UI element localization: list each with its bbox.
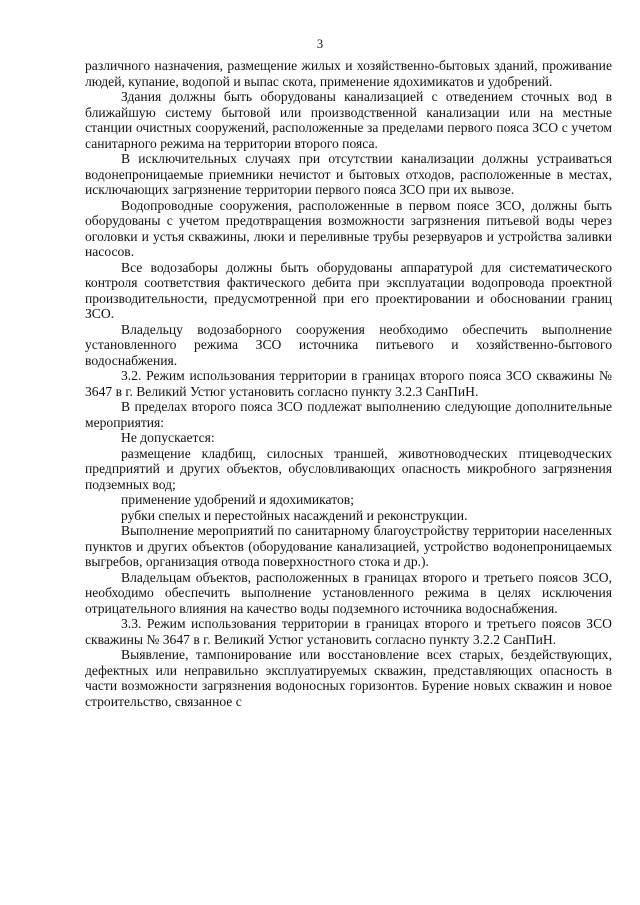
- paragraph: Выполнение мероприятий по санитарному благоустройству территории населенных пунктов и других объектов (оборудование канализацией, устройство водонепроницаемых выгребов, организация отвода поверхностного стока и др.).: [85, 523, 612, 569]
- paragraph: Владельцам объектов, расположенных в границах второго и третьего поясов ЗСО, необходимо обеспечить выполнение установленного режима в целях исключения отрицательного влияния на качество воды подземного источника водоснабжения.: [85, 569, 612, 616]
- paragraph: размещение кладбищ, силосных траншей, животноводческих птицеводческих предприятий и других объектов, обусловливающих опасность микробного загрязнения подземных вод;: [85, 445, 612, 492]
- paragraph: 3.2. Режим использования территории в границах второго пояса ЗСО скважины № 3647 в г. Великий Устюг установить согласно пункту 3.2.3 СанПиН.: [85, 368, 612, 399]
- paragraph: Не допускается:: [121, 430, 215, 445]
- paragraph: В пределах второго пояса ЗСО подлежат выполнению следующие дополнительные мероприятия:: [85, 399, 612, 430]
- paragraph: Здания должны быть оборудованы канализацией с отведением сточных вод в ближайшую систему бытовой или производственной канализации или на местные станции очистных сооружений, расположенные за пределами первого пояса ЗСО с учетом санитарного режима на территории второго пояса.: [85, 89, 612, 151]
- paragraph: различного назначения, размещение жилых и хозяйственно-бытовых зданий, проживание людей, купание, водопой и выпас скота, применение ядохимикатов и удобрений.: [85, 58, 612, 89]
- paragraph: Водопроводные сооружения, расположенные в первом поясе ЗСО, должны быть оборудованы с учетом предотвращения возможности загрязнения питьевой воды через оголовки и устья скважины, люки и переливные трубы резервуаров и устройства заливки насосов.: [85, 197, 612, 259]
- page-number: 3: [316, 37, 324, 51]
- document-body: [85, 58, 612, 709]
- paragraph: В исключительных случаях при отсутствии канализации должны устраиваться водонепроницаемые приемники нечистот и бытовых отходов, расположенные в местах, исключающих загрязнение территории первого пояса ЗСО при их вывозе.: [85, 151, 612, 197]
- paragraph: Владельцу водозаборного сооружения необходимо обеспечить выполнение установленного режима ЗСО источника питьевого и хозяйственно-бытового водоснабжения.: [85, 321, 612, 368]
- paragraph: 3.3. Режим использования территории в границах второго и третьего поясов ЗСО скважины № 3647 в г. Великий Устюг установить согласно пункту 3.2.2 СанПиН.: [85, 616, 612, 647]
- paragraph: Все водозаборы должны быть оборудованы аппаратурой для систематического контроля соответствия фактического дебита при эксплуатации водопровода проектной производительности, предусмотренной при его проектировании и обосновании границ ЗСО.: [85, 259, 612, 321]
- paragraph: применение удобрений и ядохимикатов;: [121, 492, 354, 507]
- paragraph: рубки спелых и перестойных насаждений и реконструкции.: [121, 507, 468, 523]
- paragraph: Выявление, тампонирование или восстановление всех старых, бездействующих, дефектных или неправильно эксплуатируемых скважин, представляющих опасность в части возможности загрязнения водоносных горизонтов. Бурение новых скважин и новое строительство, связанное с: [85, 647, 612, 709]
